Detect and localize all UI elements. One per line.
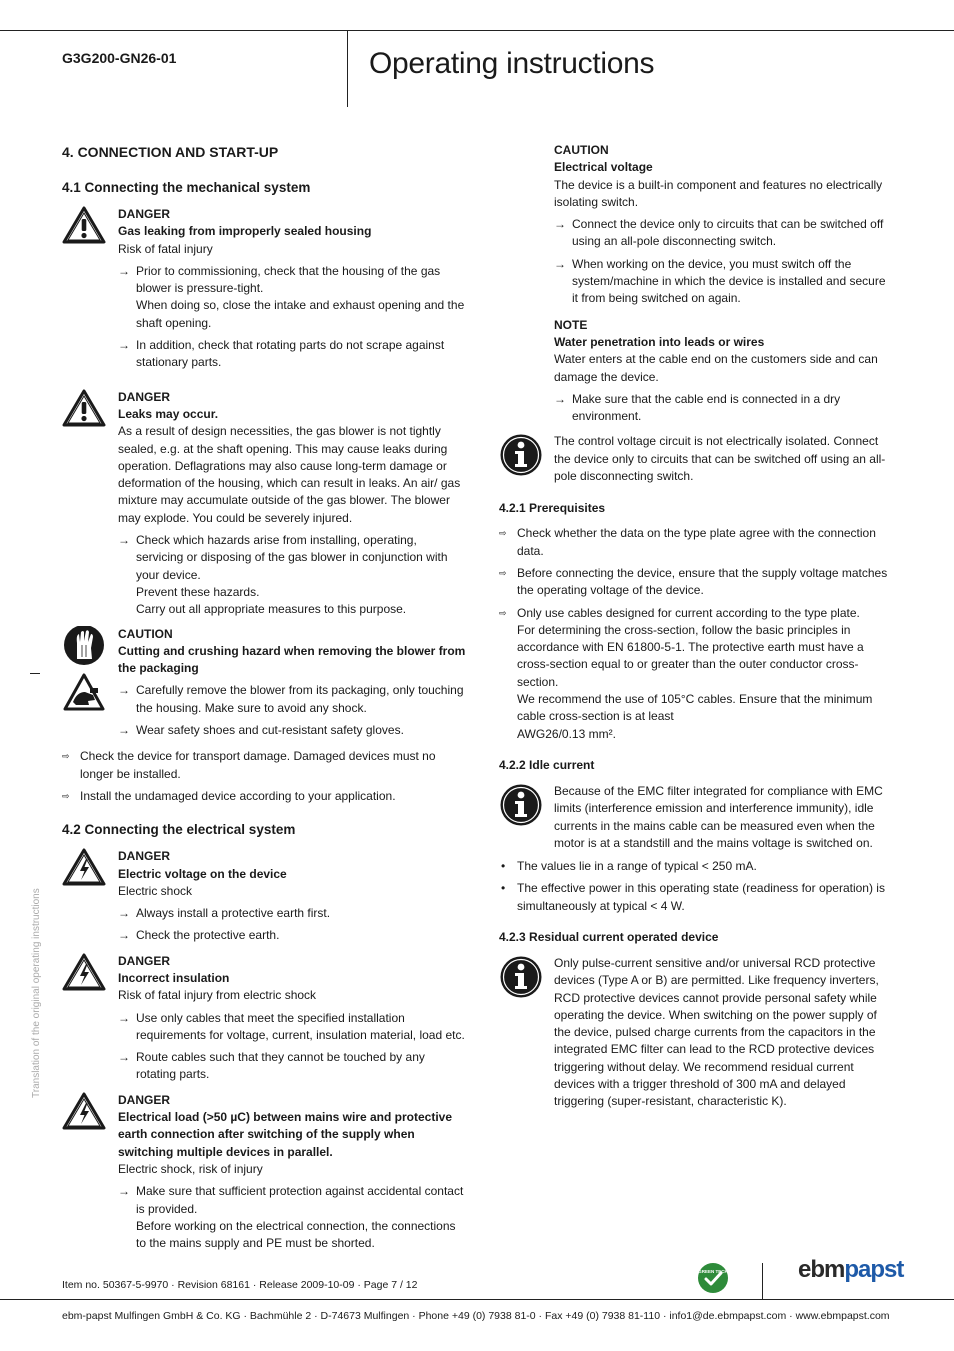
instruction — [118, 1183, 466, 1252]
check-text: AWG26/0.13 mm². — [517, 726, 616, 741]
section-4-2-title: 4.2 Connecting the electrical system — [62, 822, 296, 838]
brand-logo — [798, 1256, 904, 1283]
brand-part-2: papst — [844, 1256, 904, 1283]
section-4-2-2-title: 4.2.2 Idle current — [499, 757, 595, 772]
footer-address: ebm-papst Mulfingen GmbH & Co. KG · Bachmühle 2 · D-74673 Mulfingen · Phone +49 (0) 7938 81-0 · Fax +49 (0) 7938 81-110 · info1@de.ebmpapst.com · www.ebmpapst.com — [62, 1310, 890, 1322]
instruction-line: → Use only cables that meet the specified installation requirements for voltage, current, insulation material, load etc. — [136, 1010, 465, 1042]
check-text: Check the device for transport damage. Damaged devices must no longer be installed. — [80, 749, 436, 781]
footer-divider — [762, 1263, 763, 1299]
notice-head: Water penetration into leads or wires — [554, 334, 765, 349]
sidebar-text: Translation of the original operating instructions — [31, 888, 42, 1098]
notice-text: The device is a built-in component and features no electrically isolating switch. — [554, 177, 883, 209]
instruction — [118, 263, 466, 332]
right-column — [499, 142, 889, 1117]
instruction-line: → In addition, check that rotating parts do not scrape against stationary parts. — [136, 338, 445, 370]
notice-gas-leak — [62, 206, 466, 372]
instruction-line: → Make sure that sufficient protection against accidental contact is provided. — [136, 1184, 464, 1216]
instruction — [118, 532, 466, 618]
model-number: G3G200-GN26-01 — [62, 50, 177, 66]
section-4-2-3-title: 4.2.3 Residual current operated device — [499, 929, 719, 944]
instruction-line: Before working on the electrical connection, the connections to the mains supply and PE must be shorted. — [136, 1218, 456, 1251]
instruction-line: Carry out all appropriate measures to this purpose. — [136, 602, 407, 617]
notice-kind: DANGER — [118, 389, 171, 404]
notice-text: Risk of fatal injury from electric shock — [118, 988, 317, 1003]
check-arrow-icon: ⇨ — [62, 790, 70, 801]
notice-head: Gas leaking from improperly sealed housing — [118, 224, 372, 239]
bullet-text: The effective power in this operating state (readiness for operation) is simultaneously at typical < 4 W. — [517, 881, 885, 913]
check-arrow-icon: ⇨ — [62, 751, 70, 762]
instruction — [118, 905, 466, 922]
instruction — [118, 337, 466, 372]
notice-kind: DANGER — [118, 849, 171, 864]
notice-electrical-load — [62, 1092, 466, 1253]
info-text: Only pulse-current sensitive and/or universal RCD protective devices (Type A or B) are permitted. Like frequency inverters, RCD protective devices cannot provide personal safety while operating the device. When switching on the power supply of the device, pulsed charge currents from the capacitors in the integrated EMC filter can lead to the RCD protective devices triggering without delay. We recommend residual current devices with a trigger threshold of 300 mA and delayed triggering (super-resistant, characteristic K). — [554, 955, 879, 1109]
info-icon — [499, 955, 543, 999]
info-text: Because of the EMC filter integrated for compliance with EMC limits (interference emission and interference immunity), idle currents in the mains cable can be measured even when the motor is at a standstill and the mains voltage is switched on. — [554, 783, 883, 850]
notice-leaks — [62, 389, 466, 619]
check-text: Check whether the data on the type plate agree with the connection data. — [517, 526, 876, 558]
check-text: Only use cables designed for current according to the type plate. — [517, 605, 860, 620]
notice-electric-voltage — [62, 848, 466, 944]
left-column — [62, 143, 466, 1258]
instruction-line: → When working on the device, you must switch off the system/machine in which the device is installed and secure it from being switched on again. — [572, 256, 886, 306]
instruction-line: → Wear safety shoes and cut-resistant safety gloves. — [136, 723, 404, 738]
instruction-line: → Route cables such that they cannot be touched by any rotating parts. — [136, 1050, 425, 1082]
margin-tick — [30, 673, 40, 674]
check-arrow-icon: ⇨ — [499, 528, 507, 539]
info-icon — [499, 783, 543, 827]
check-text: Before connecting the device, ensure that the supply voltage matches the operating voltage of the device. — [517, 565, 888, 598]
warning-triangle-icon — [62, 206, 106, 244]
gloves-icon — [62, 626, 106, 714]
footer-item-info: Item no. 50367-5-9970 · Revision 68161 · Release 2009-10-09 · Page 7 / 12 — [62, 1279, 418, 1291]
notice-text: Water enters at the cable end on the customers side and can damage the device. — [554, 352, 878, 384]
warning-triangle-icon — [62, 389, 106, 427]
instruction-line: → Always install a protective earth first. — [136, 906, 331, 921]
bullet-item — [499, 880, 889, 915]
instruction-line: → Connect the device only to circuits that can be switched off using an all-pole disconnecting switch. — [572, 217, 884, 249]
info-control-voltage — [499, 433, 889, 485]
notice-head: Electric voltage on the device — [118, 866, 287, 881]
notice-text: Electric shock — [118, 883, 193, 898]
notice-head: Electrical load (>50 µC) between mains wire and protective earth connection after switching of the supply when switching multiple devices in parallel. — [118, 1110, 453, 1159]
section-4-title: 4. CONNECTION AND START-UP — [62, 144, 279, 160]
check-arrow-icon: ⇨ — [499, 607, 507, 618]
notice-head: Leaks may occur. — [118, 406, 219, 421]
notice-water — [499, 317, 889, 426]
notice-cutting — [62, 626, 466, 740]
check-item — [499, 525, 889, 560]
instruction-line: → Check which hazards arise from installing, operating, servicing or disposing of the gas blower in conjunction with your device. — [136, 533, 448, 582]
section-4-2-1-title: 4.2.1 Prerequisites — [499, 501, 606, 516]
check-item — [62, 788, 466, 805]
header-divider — [347, 30, 348, 107]
instruction-line: → Carefully remove the blower from its packaging, only touching the housing. Make sure to avoid any shock. — [136, 683, 464, 715]
notice-kind: CAUTION — [554, 143, 609, 157]
check-item — [62, 748, 466, 783]
notice-kind: NOTE — [554, 317, 588, 332]
notice-kind: DANGER — [118, 207, 171, 221]
header-rule-top — [0, 30, 954, 31]
check-text: Install the undamaged device according to your application. — [80, 788, 396, 803]
info-text: The control voltage circuit is not electrically isolated. Connect the device only to circuits that can be switched off using an all-pole disconnecting switch. — [554, 434, 886, 484]
bullet-text: The values lie in a range of typical < 250 mA. — [517, 859, 757, 874]
info-icon — [499, 433, 543, 477]
notice-text: Electric shock, risk of injury — [118, 1161, 263, 1176]
info-rcd — [499, 955, 889, 1111]
brand-part-1: ebm — [798, 1256, 845, 1283]
page-title: Operating instructions — [369, 47, 655, 80]
instruction-line: → Check the protective earth. — [136, 928, 280, 943]
notice-text: As a result of design necessities, the gas blower is not tightly sealed, e.g. at the shaft opening. This may cause leaks during operation. Deflagrations may also cause long-term damage or deformation of the housing, which can result in leaks. An air/ gas mixture may accumulate outside of the gas blower. The blower may explode. You could be severely injured. — [118, 424, 461, 525]
instruction — [118, 682, 466, 717]
bullet-item — [499, 858, 889, 875]
green-tech-badge-icon — [697, 1262, 729, 1294]
notice-kind: CAUTION — [118, 626, 173, 641]
notice-electrical-voltage — [499, 142, 889, 308]
check-arrow-icon: ⇨ — [499, 567, 507, 578]
notice-head: Incorrect insulation — [118, 970, 230, 985]
instruction-line: → Make sure that the cable end is connected in a dry environment. — [572, 391, 841, 424]
notice-head: Cutting and crushing hazard when removing the blower from the packaging — [118, 643, 466, 676]
instruction-line: Prevent these hazards. — [136, 584, 260, 599]
notice-head: Electrical voltage — [554, 160, 653, 175]
instruction — [118, 1010, 466, 1045]
electric-warning-icon — [62, 848, 106, 886]
footer-rule — [0, 1299, 954, 1300]
instruction — [554, 256, 889, 308]
instruction-line: When doing so, close the intake and exhaust opening and the shaft opening. — [136, 298, 465, 330]
instruction-line: → Prior to commissioning, check that the housing of the gas blower is pressure-tight. — [136, 263, 441, 296]
instruction — [554, 391, 889, 426]
electric-warning-icon — [62, 1092, 106, 1130]
bullet-dot: • — [501, 859, 506, 874]
notice-text: Risk of fatal injury — [118, 241, 213, 256]
electric-warning-icon — [62, 953, 106, 991]
check-item — [499, 565, 889, 600]
instruction — [118, 1049, 466, 1084]
notice-kind: DANGER — [118, 1092, 171, 1107]
bullet-dot: • — [501, 881, 506, 896]
check-item — [499, 605, 889, 743]
instruction — [554, 216, 889, 251]
instruction — [118, 722, 466, 739]
notice-insulation — [62, 953, 466, 1084]
instruction — [118, 927, 466, 944]
notice-kind: DANGER — [118, 953, 171, 968]
check-text: For determining the cross-section, follow the basic principles in accordance with EN 61800-5-1. The protective earth must have a cross-section equal to or greater than the outer conductor cross-section. — [517, 622, 864, 689]
section-4-1-title: 4.1 Connecting the mechanical system — [62, 180, 311, 195]
info-idle-current — [499, 783, 889, 852]
check-text: We recommend the use of 105°C cables. Ensure that the minimum cable cross-section is at least — [517, 692, 873, 724]
green-badge-text: GREEN TECH — [698, 1269, 728, 1274]
